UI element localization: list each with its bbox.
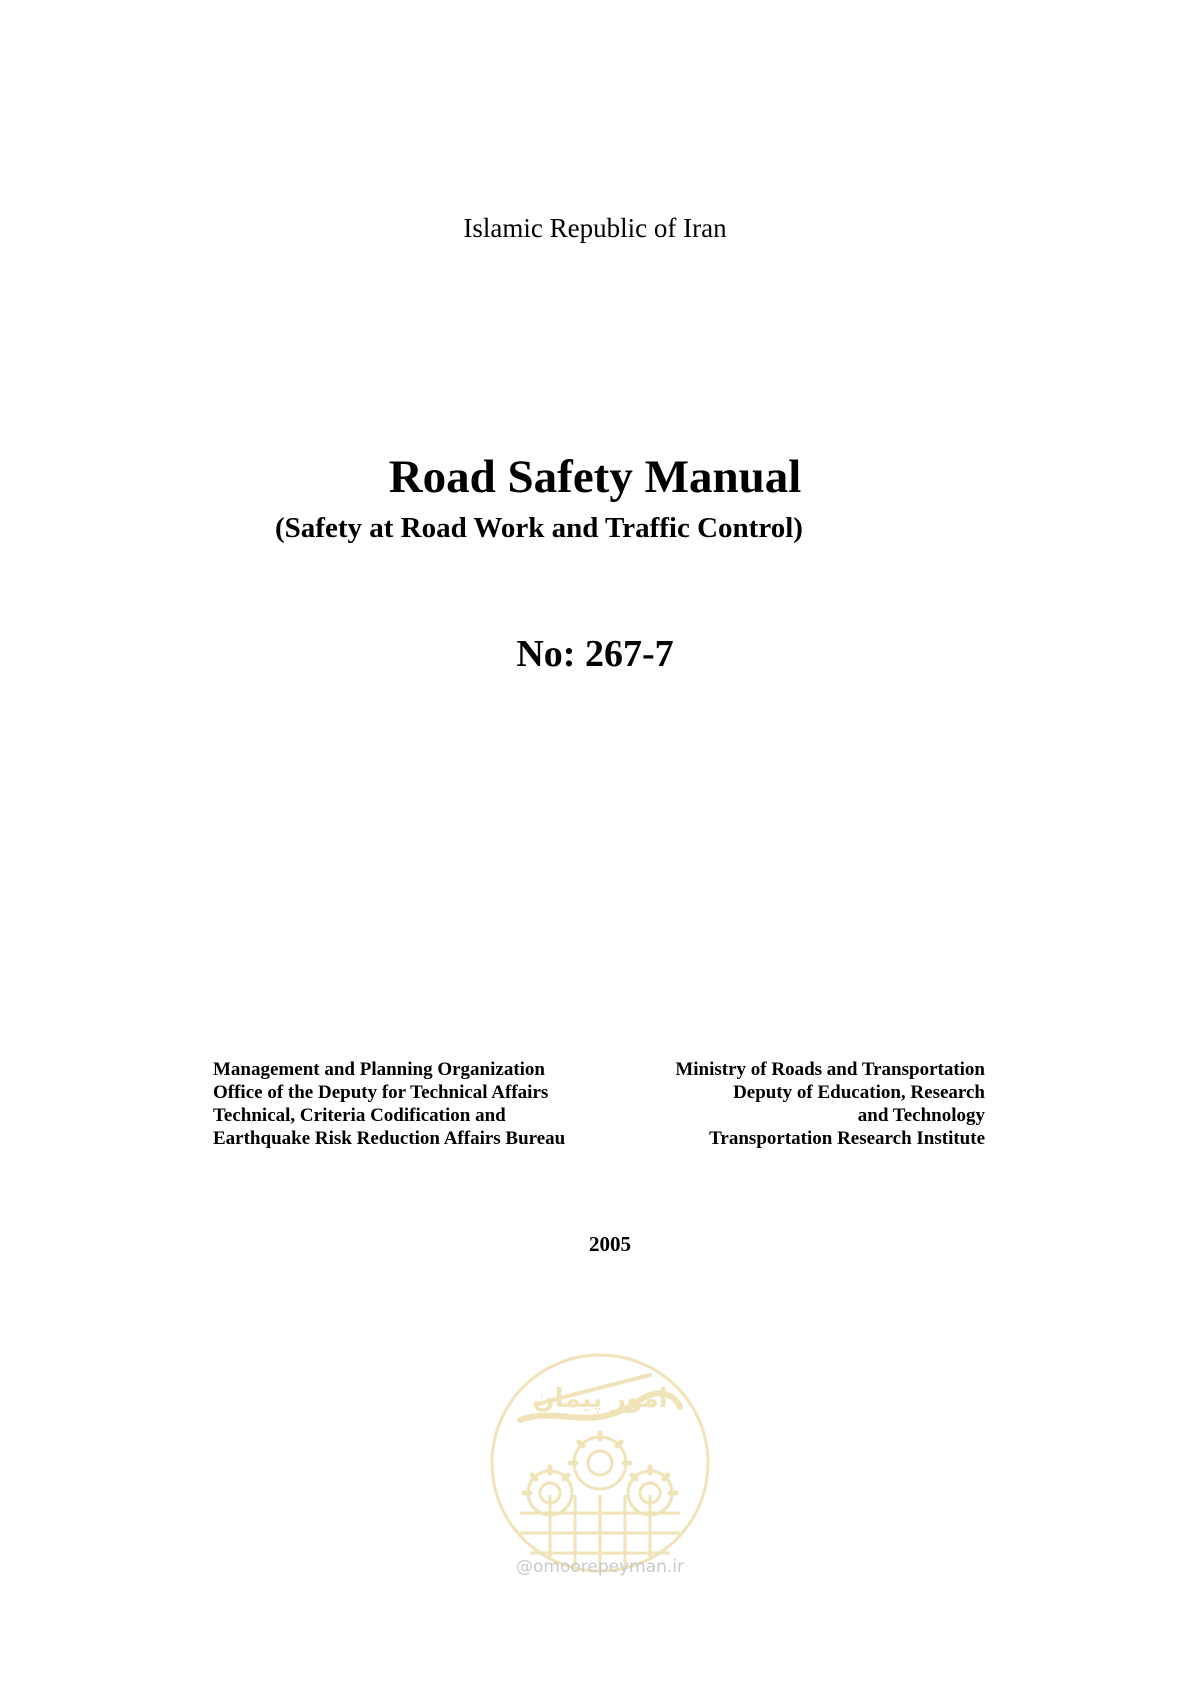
country-name: Islamic Republic of Iran [463,213,727,243]
document-subtitle: (Safety at Road Work and Traffic Control) [275,512,803,544]
publisher-right-line: Deputy of Education, Research [733,1082,985,1103]
publisher-left-block [213,1058,565,1150]
publisher-right-block [675,1058,985,1150]
publisher-right-line: Ministry of Roads and Transportation [675,1059,985,1080]
publication-year: 2005 [589,1232,631,1256]
publisher-right-line: and Technology [857,1105,985,1126]
document-number: No: 267-7 [516,633,674,675]
publisher-right-line: Transportation Research Institute [709,1128,985,1149]
publisher-left-line: Office of the Deputy for Technical Affairs [213,1082,549,1103]
watermark-url: @omoorepeyman.ir [515,1557,685,1577]
publisher-left-line: Technical, Criteria Codification and [213,1105,506,1126]
publisher-left-line: Management and Planning Organization [213,1059,545,1080]
publisher-left-line: Earthquake Risk Reduction Affairs Bureau [213,1128,566,1149]
document-title: Road Safety Manual [388,451,802,503]
watermark-script-text: امور پیمان [532,1384,668,1414]
